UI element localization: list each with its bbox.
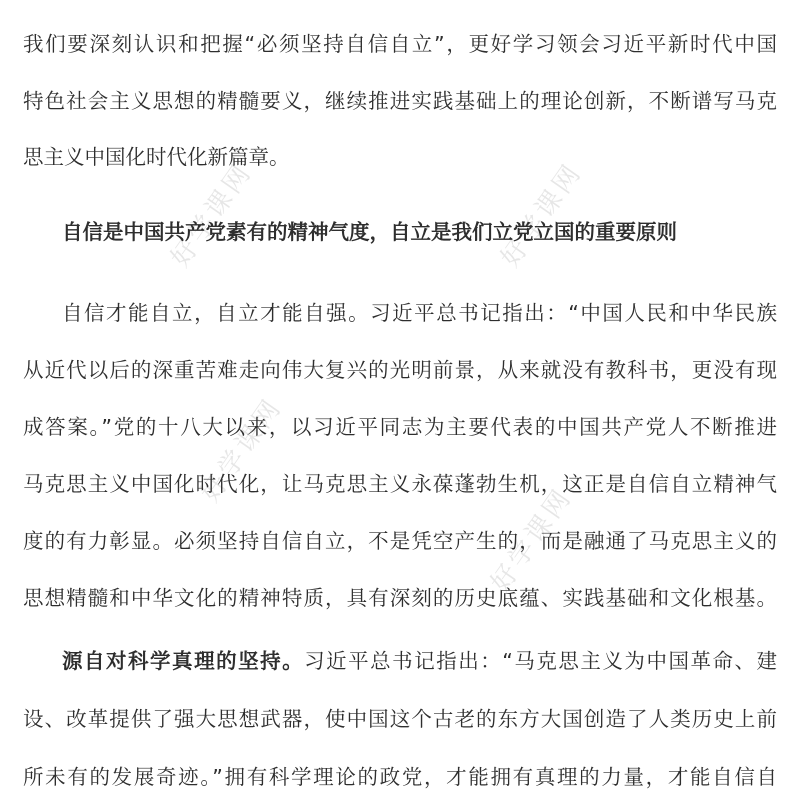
text-line: 成答案。”党的十八大以来，以习近平同志为主要代表的中国共产党人不断推进 [23,415,777,439]
text-span: 习近平总书记指出：“马克思主义为中国革命、建 [304,649,778,673]
section-heading: 自信是中国共产党素有的精神气度，自立是我们立党立国的重要原则 [62,220,677,244]
text-line: 所未有的发展奇迹。”拥有科学理论的政党，才能拥有真理的力量，才能自信自 [23,765,777,789]
text-line [62,641,777,681]
text-line: 特色社会主义思想的精髓要义，继续推进实践基础上的理论创新，不断谱写马克 [23,89,777,113]
watermark-text: 好学课网 [495,157,589,273]
watermark-text: 好学课网 [195,392,289,508]
text-line: 思主义中国化时代化新篇章。 [23,145,290,169]
text-line: 自信才能自立，自立才能自强。习近平总书记指出：“中国人民和中华民族 [62,301,777,325]
text-line: 度的有力彰显。必须坚持自信自立，不是凭空产生的，而是融通了马克思主义的 [23,529,777,553]
text-line: 设、改革提供了强大思想武器，使中国这个古老的东方大国创造了人类历史上前 [23,707,777,731]
watermark-text: 好学课网 [485,482,579,598]
text-line: 马克思主义中国化时代化，让马克思主义永葆蓬勃生机，这正是自信自立精神气 [23,472,777,496]
bold-lead: 源自对科学真理的坚持。 [62,649,305,673]
text-line: 我们要深刻认识和把握“必须坚持自信自立”，更好学习领会习近平新时代中国 [23,32,777,56]
text-line: 从近代以后的深重苦难走向伟大复兴的光明前景，从来就没有教科书，更没有现 [23,358,777,382]
watermark-text: 好学课网 [165,157,259,273]
text-line: 思想精髓和中华文化的精神特质，具有深刻的历史底蕴、实践基础和文化根基。 [23,586,777,610]
